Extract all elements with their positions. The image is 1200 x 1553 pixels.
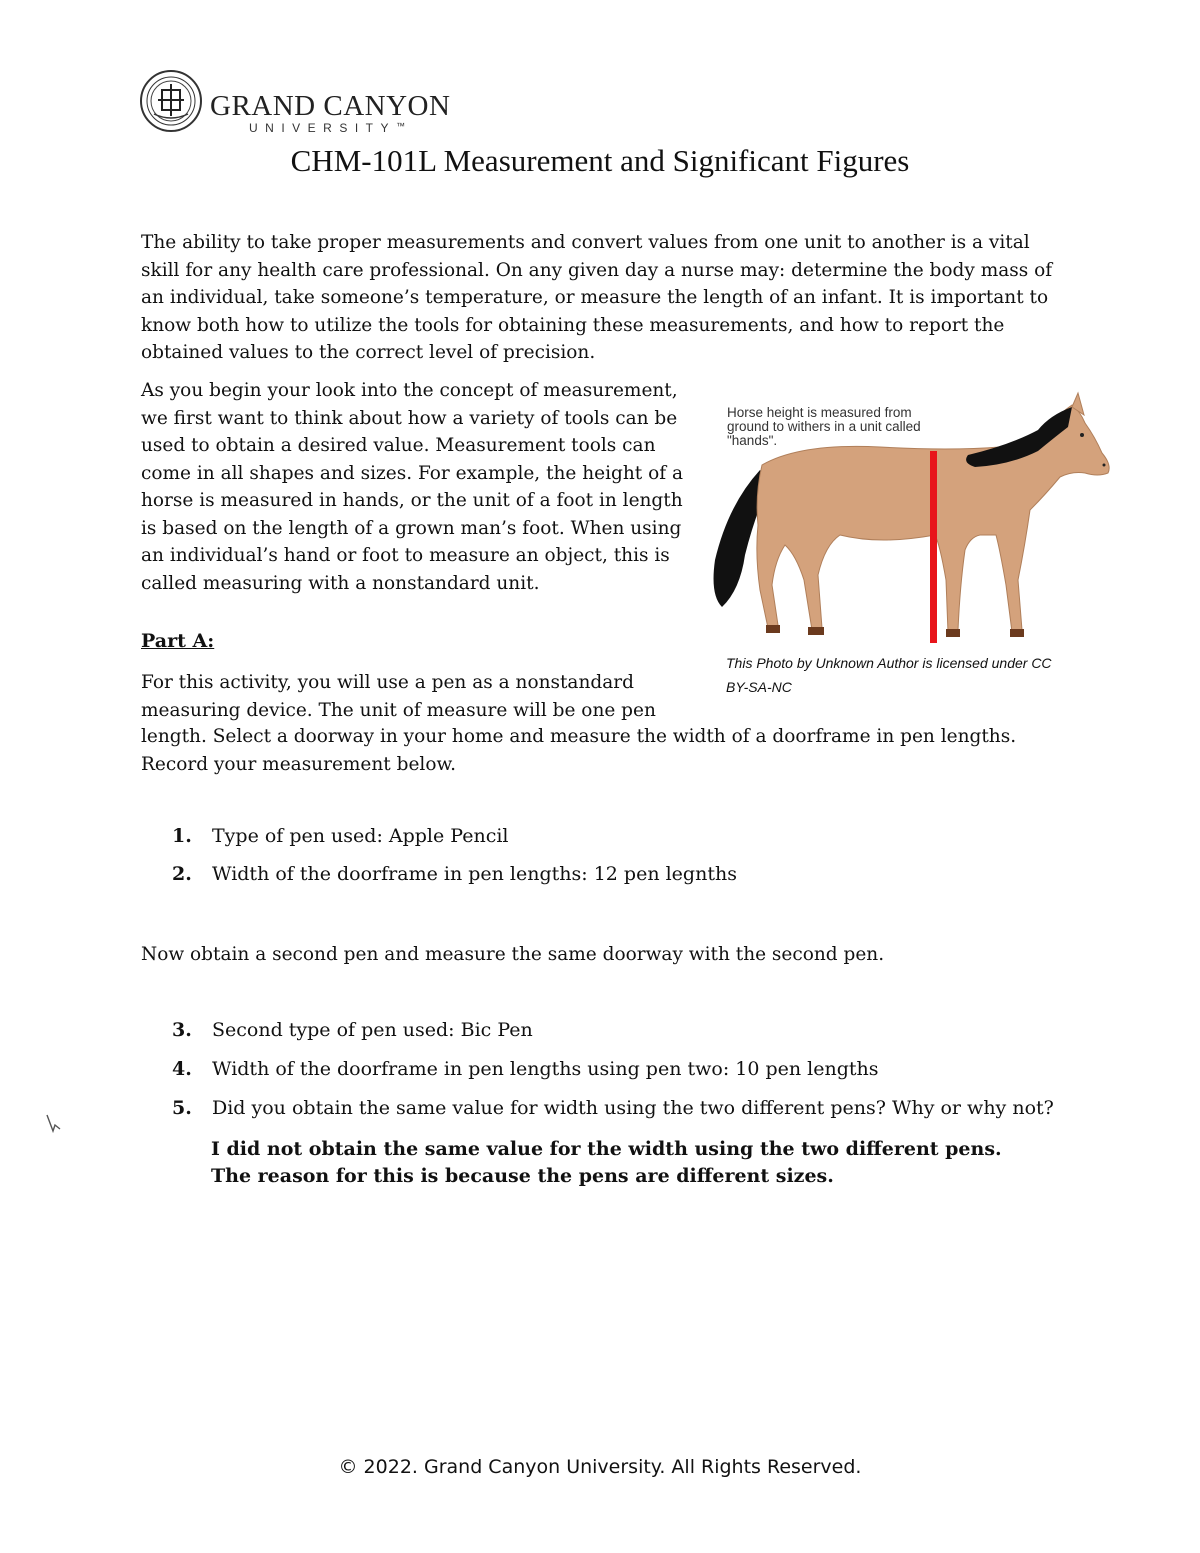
part-a-heading: Part A: [141,630,215,652]
figure-label-line-3: "hands". [727,433,778,448]
question-5-answer: I did not obtain the same value for the width using the two different pens. The reason for this is because the pens are different sizes. [211,1138,1002,1187]
logo-wordmark: GRAND CANYON [210,90,451,122]
figure-label-line-2: ground to withers in a unit called [727,419,921,434]
measurement-paragraph: As you begin your look into the concept of measurement, we first want to think about how a variety of tools can be used to obtain a desired value. Measurement tools can come in all shapes and sizes. For example, the height of a horse is measured in hands, or the unit of a foot in length is based on the length of a grown man’s foot. When using an individual’s hand or foot to measure an object, this is called measuring with a nonstandard unit. [141,380,683,594]
question-1: 1. Type of pen used: Apple Pencil [172,825,509,847]
university-seal-logo [140,70,202,132]
height-measure-bar [930,451,937,643]
copyright-footer: © 2022. Grand Canyon University. All Rights Reserved. [338,1456,862,1478]
logo-subtitle: UNIVERSITY™ [249,121,406,135]
part-a-instruction-start: For this activity, you will use a pen as a nonstandard measuring device. The unit of measure will be one pen [141,672,656,721]
pen-cursor-icon [44,1113,62,1135]
question-5: 5. Did you obtain the same value for width using the two different pens? Why or why not? [172,1097,1054,1119]
intro-paragraph: The ability to take proper measurements and convert values from one unit to another is a vital skill for any health care professional. On any given day a nurse may: determine the body mass of an individual, take someone’s temperature, or measure the length of an infant. It is important to know both how to utilize the tools for obtaining these measurements, and how to report the obtained values to the correct level of precision. [141,232,1053,363]
figure-caption: This Photo by Unknown Author is licensed under CC BY-SA-NC [726,655,1052,695]
second-pen-instruction: Now obtain a second pen and measure the same doorway with the second pen. [141,944,885,965]
question-3: 3. Second type of pen used: Bic Pen [172,1019,533,1041]
part-a-instruction-rest: length. Select a doorway in your home and measure the width of a doorframe in pen lengths. Record your measurement below. [141,726,1017,775]
horse-measurement-figure [700,385,1125,650]
question-2: 2. Width of the doorframe in pen lengths: 12 pen legnths [172,863,737,885]
figure-label-line-1: Horse height is measured from [727,405,912,420]
document-title: CHM-101L Measurement and Significant Figures [290,143,910,178]
question-4: 4. Width of the doorframe in pen lengths using pen two: 10 pen lengths [172,1058,879,1080]
